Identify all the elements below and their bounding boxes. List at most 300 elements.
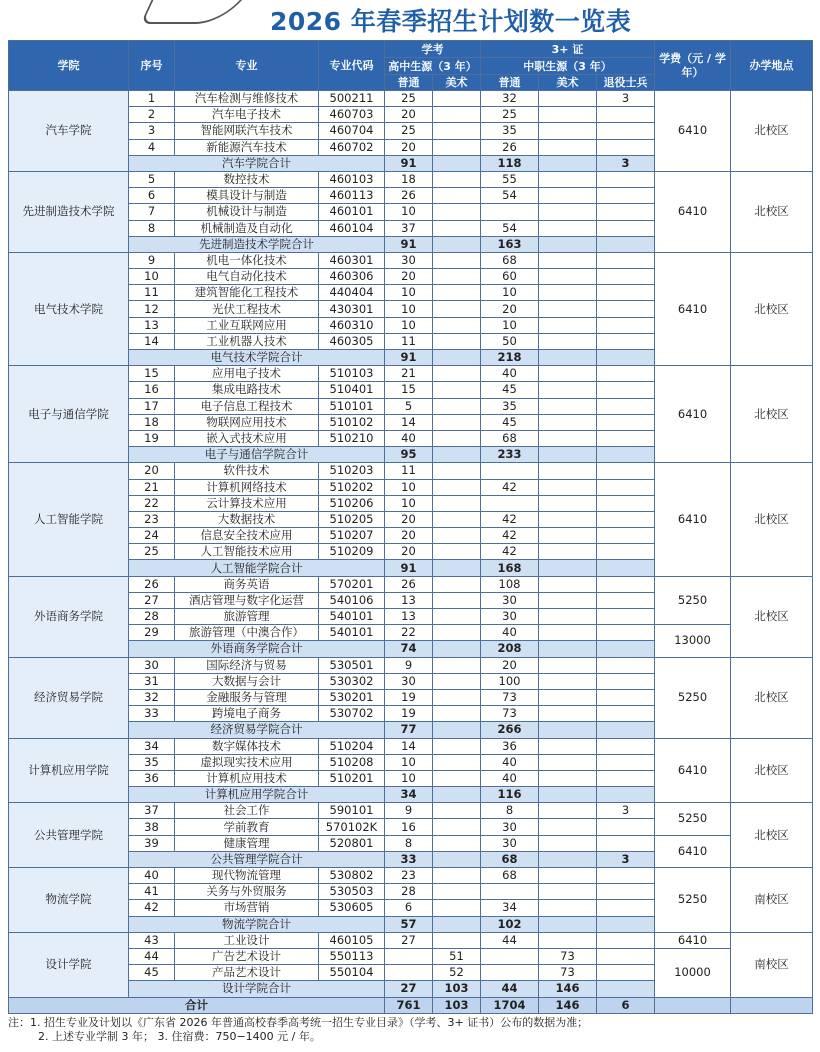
hs-putong-count: 8	[385, 835, 433, 851]
major-seq: 4	[129, 139, 175, 155]
subtotal-zz-putong: 68	[481, 851, 539, 867]
zz-putong-count: 68	[481, 430, 539, 446]
zz-putong-count: 42	[481, 511, 539, 527]
tuiyi-count	[597, 754, 655, 770]
major-name: 金融服务与管理	[175, 689, 319, 705]
zz-meishu-count	[539, 301, 597, 317]
subtotal-tuiyi	[597, 916, 655, 932]
tuiyi-count	[597, 123, 655, 139]
campus-location: 北校区	[731, 171, 813, 252]
major-seq: 9	[129, 252, 175, 268]
header-fee: 学费（元 / 学年）	[655, 41, 731, 91]
subtotal-hs-putong: 91	[385, 236, 433, 252]
zz-meishu-count	[539, 398, 597, 414]
subtotal-tuiyi	[597, 236, 655, 252]
major-seq: 28	[129, 609, 175, 625]
major-name: 汽车检测与维修技术	[175, 91, 319, 107]
hs-putong-count: 22	[385, 625, 433, 641]
campus-location: 北校区	[731, 366, 813, 463]
major-name: 智能网联汽车技术	[175, 123, 319, 139]
hs-putong-count: 10	[385, 204, 433, 220]
hs-meishu-count	[433, 528, 481, 544]
major-seq: 11	[129, 285, 175, 301]
college-name: 先进制造技术学院	[9, 171, 129, 252]
major-code: 530302	[319, 673, 385, 689]
zz-putong-count: 73	[481, 706, 539, 722]
header-location: 办学地点	[731, 41, 813, 91]
zz-meishu-count	[539, 317, 597, 333]
total-tuiyi: 6	[597, 997, 655, 1013]
major-seq: 30	[129, 657, 175, 673]
major-seq: 20	[129, 463, 175, 479]
hs-meishu-count	[433, 511, 481, 527]
zz-putong-count: 42	[481, 528, 539, 544]
major-name: 汽车电子技术	[175, 107, 319, 123]
major-code: 460310	[319, 317, 385, 333]
table-row	[9, 171, 813, 187]
hs-meishu-count	[433, 333, 481, 349]
major-code: 510401	[319, 382, 385, 398]
college-name: 经济贸易学院	[9, 657, 129, 738]
subtotal-hs-putong: 77	[385, 722, 433, 738]
major-code: 540101	[319, 609, 385, 625]
subtotal-zz-putong: 163	[481, 236, 539, 252]
zz-putong-count: 40	[481, 770, 539, 786]
header-hs-putong: 普通	[385, 75, 433, 91]
zz-meishu-count	[539, 803, 597, 819]
major-name: 健康管理	[175, 835, 319, 851]
major-code: 510102	[319, 414, 385, 430]
subtotal-zz-putong: 233	[481, 447, 539, 463]
table-row	[9, 366, 813, 382]
major-code: 540106	[319, 592, 385, 608]
hs-meishu-count	[433, 382, 481, 398]
zz-meishu-count	[539, 91, 597, 107]
tuiyi-count	[597, 738, 655, 754]
campus-location: 北校区	[731, 738, 813, 803]
hs-putong-count: 30	[385, 673, 433, 689]
tuiyi-count	[597, 625, 655, 641]
major-seq: 40	[129, 868, 175, 884]
hs-putong-count	[385, 965, 433, 981]
major-code: 460704	[319, 123, 385, 139]
zz-meishu-count	[539, 706, 597, 722]
subtotal-zz-putong: 116	[481, 787, 539, 803]
enrollment-plan-table	[8, 40, 813, 1014]
table-row	[9, 835, 813, 851]
zz-putong-count	[481, 965, 539, 981]
zz-meishu-count	[539, 835, 597, 851]
table-row	[9, 803, 813, 819]
subtotal-hs-putong: 91	[385, 350, 433, 366]
major-name: 旅游管理	[175, 609, 319, 625]
major-seq: 21	[129, 479, 175, 495]
subtotal-hs-putong: 91	[385, 155, 433, 171]
subtotal-hs-meishu: 103	[433, 981, 481, 997]
major-name: 云计算技术应用	[175, 495, 319, 511]
hs-putong-count: 10	[385, 317, 433, 333]
zz-putong-count: 10	[481, 285, 539, 301]
hs-meishu-count: 52	[433, 965, 481, 981]
zz-putong-count	[481, 948, 539, 964]
zz-meishu-count	[539, 188, 597, 204]
hs-meishu-count	[433, 576, 481, 592]
total-zz-putong: 1704	[481, 997, 539, 1013]
hs-meishu-count	[433, 835, 481, 851]
tuiyi-count	[597, 948, 655, 964]
subtotal-zz-meishu: 146	[539, 981, 597, 997]
subtotal-tuiyi	[597, 787, 655, 803]
hs-putong-count: 27	[385, 932, 433, 948]
college-name: 计算机应用学院	[9, 738, 129, 803]
zz-putong-count: 50	[481, 333, 539, 349]
major-code: 520801	[319, 835, 385, 851]
subtotal-zz-meishu	[539, 851, 597, 867]
campus-location: 南校区	[731, 932, 813, 997]
hs-putong-count: 20	[385, 544, 433, 560]
major-code: 570102K	[319, 819, 385, 835]
major-code: 510101	[319, 398, 385, 414]
table-row	[9, 738, 813, 754]
zz-meishu-count	[539, 333, 597, 349]
zz-meishu-count: 73	[539, 948, 597, 964]
hs-meishu-count	[433, 932, 481, 948]
major-seq: 39	[129, 835, 175, 851]
table-row	[9, 463, 813, 479]
major-seq: 41	[129, 884, 175, 900]
hs-putong-count: 20	[385, 139, 433, 155]
tuiyi-count	[597, 139, 655, 155]
zz-putong-count: 34	[481, 900, 539, 916]
zz-meishu-count	[539, 139, 597, 155]
zz-putong-count: 60	[481, 269, 539, 285]
campus-location: 北校区	[731, 463, 813, 576]
zz-meishu-count	[539, 592, 597, 608]
major-seq: 27	[129, 592, 175, 608]
notes	[8, 1016, 798, 1044]
hs-meishu-count	[433, 285, 481, 301]
hs-meishu-count	[433, 819, 481, 835]
hs-meishu-count	[433, 269, 481, 285]
college-name: 外语商务学院	[9, 576, 129, 657]
subtotal-zz-putong: 266	[481, 722, 539, 738]
zz-meishu-count	[539, 884, 597, 900]
college-name: 物流学院	[9, 868, 129, 933]
major-seq: 23	[129, 511, 175, 527]
zz-meishu-count	[539, 107, 597, 123]
zz-putong-count: 68	[481, 868, 539, 884]
tuition-fee: 6410	[655, 738, 731, 803]
major-name: 酒店管理与数字化运营	[175, 592, 319, 608]
major-code: 460703	[319, 107, 385, 123]
major-code: 460101	[319, 204, 385, 220]
zz-putong-count: 35	[481, 123, 539, 139]
header-code: 专业代码	[319, 41, 385, 91]
hs-putong-count: 6	[385, 900, 433, 916]
hs-meishu-count	[433, 366, 481, 382]
hs-putong-count: 10	[385, 301, 433, 317]
zz-putong-count	[481, 204, 539, 220]
subtotal-label: 电子与通信学院合计	[129, 447, 385, 463]
major-seq: 29	[129, 625, 175, 641]
major-seq: 24	[129, 528, 175, 544]
major-name: 机电一体化技术	[175, 252, 319, 268]
major-seq: 25	[129, 544, 175, 560]
header-tuiyi: 退役士兵	[597, 75, 655, 91]
zz-meishu-count	[539, 576, 597, 592]
zz-putong-count: 25	[481, 107, 539, 123]
tuiyi-count	[597, 366, 655, 382]
tuition-fee: 6410	[655, 252, 731, 365]
subtotal-hs-putong: 74	[385, 641, 433, 657]
major-code: 460104	[319, 220, 385, 236]
subtotal-label: 物流学院合计	[129, 916, 385, 932]
major-name: 新能源汽车技术	[175, 139, 319, 155]
major-name: 模具设计与制造	[175, 188, 319, 204]
major-name: 数字媒体技术	[175, 738, 319, 754]
major-code: 530605	[319, 900, 385, 916]
zz-meishu-count	[539, 252, 597, 268]
hs-meishu-count	[433, 592, 481, 608]
hs-putong-count: 16	[385, 819, 433, 835]
major-seq: 5	[129, 171, 175, 187]
hs-putong-count: 19	[385, 689, 433, 705]
zz-meishu-count: 73	[539, 965, 597, 981]
subtotal-zz-putong: 102	[481, 916, 539, 932]
tuition-fee: 13000	[655, 625, 731, 657]
tuiyi-count	[597, 657, 655, 673]
subtotal-tuiyi	[597, 981, 655, 997]
zz-putong-count: 32	[481, 91, 539, 107]
subtotal-tuiyi	[597, 722, 655, 738]
hs-meishu-count	[433, 220, 481, 236]
major-seq: 13	[129, 317, 175, 333]
major-seq: 45	[129, 965, 175, 981]
tuiyi-count	[597, 770, 655, 786]
subtotal-label: 公共管理学院合计	[129, 851, 385, 867]
zz-putong-count: 30	[481, 819, 539, 835]
zz-meishu-count	[539, 269, 597, 285]
zz-meishu-count	[539, 689, 597, 705]
hs-meishu-count	[433, 673, 481, 689]
subtotal-zz-putong: 118	[481, 155, 539, 171]
campus-location: 北校区	[731, 657, 813, 738]
table-row	[9, 576, 813, 592]
subtotal-tuiyi	[597, 641, 655, 657]
hs-putong-count: 20	[385, 269, 433, 285]
page-header	[0, 0, 820, 40]
major-name: 国际经济与贸易	[175, 657, 319, 673]
major-seq: 36	[129, 770, 175, 786]
major-code: 510210	[319, 430, 385, 446]
tuiyi-count	[597, 511, 655, 527]
major-code: 510208	[319, 754, 385, 770]
major-seq: 43	[129, 932, 175, 948]
zz-meishu-count	[539, 770, 597, 786]
header-major: 专业	[175, 41, 319, 91]
major-name: 人工智能技术应用	[175, 544, 319, 560]
major-seq: 2	[129, 107, 175, 123]
tuiyi-count	[597, 835, 655, 851]
tuiyi-count	[597, 544, 655, 560]
major-seq: 1	[129, 91, 175, 107]
zz-putong-count: 68	[481, 252, 539, 268]
zz-putong-count: 45	[481, 414, 539, 430]
hs-meishu-count	[433, 398, 481, 414]
tuiyi-count	[597, 900, 655, 916]
hs-meishu-count	[433, 738, 481, 754]
tuiyi-count	[597, 333, 655, 349]
college-name: 公共管理学院	[9, 803, 129, 868]
campus-location: 北校区	[731, 91, 813, 172]
hs-putong-count: 9	[385, 657, 433, 673]
major-seq: 34	[129, 738, 175, 754]
subtotal-hs-meishu	[433, 851, 481, 867]
hs-putong-count: 11	[385, 463, 433, 479]
tuition-fee: 10000	[655, 948, 731, 997]
hs-meishu-count: 51	[433, 948, 481, 964]
campus-location: 北校区	[731, 576, 813, 657]
major-code: 510103	[319, 366, 385, 382]
table-row	[9, 948, 813, 964]
hs-putong-count: 37	[385, 220, 433, 236]
hs-meishu-count	[433, 414, 481, 430]
hs-meishu-count	[433, 868, 481, 884]
header-college: 学院	[9, 41, 129, 91]
hs-putong-count: 25	[385, 91, 433, 107]
major-code: 530702	[319, 706, 385, 722]
major-name: 物联网应用技术	[175, 414, 319, 430]
zz-meishu-count	[539, 495, 597, 511]
header-seq: 序号	[129, 41, 175, 91]
hs-meishu-count	[433, 884, 481, 900]
zz-putong-count: 26	[481, 139, 539, 155]
zz-meishu-count	[539, 868, 597, 884]
hs-meishu-count	[433, 301, 481, 317]
major-code: 530802	[319, 868, 385, 884]
major-name: 学前教育	[175, 819, 319, 835]
total-zz-meishu: 146	[539, 997, 597, 1013]
zz-putong-count: 42	[481, 544, 539, 560]
major-code: 510201	[319, 770, 385, 786]
hs-meishu-count	[433, 495, 481, 511]
hs-putong-count: 40	[385, 430, 433, 446]
major-name: 建筑智能化工程技术	[175, 285, 319, 301]
tuiyi-count	[597, 965, 655, 981]
major-name: 软件技术	[175, 463, 319, 479]
note-line-1: 注：1. 招生专业及计划以《广东省 2026 年普通高校春季高考统一招生专业目录》（学考、3+ 证书）公布的数据为准；	[8, 1016, 589, 1029]
subtotal-hs-meishu	[433, 916, 481, 932]
subtotal-hs-meishu	[433, 155, 481, 171]
major-seq: 12	[129, 301, 175, 317]
zz-meishu-count	[539, 819, 597, 835]
hs-putong-count: 10	[385, 754, 433, 770]
hs-putong-count: 20	[385, 511, 433, 527]
hs-meishu-count	[433, 609, 481, 625]
major-seq: 38	[129, 819, 175, 835]
campus-location: 北校区	[731, 803, 813, 868]
zz-putong-count: 100	[481, 673, 539, 689]
subtotal-label: 设计学院合计	[129, 981, 385, 997]
zz-meishu-count	[539, 754, 597, 770]
zz-meishu-count	[539, 414, 597, 430]
subtotal-tuiyi: 3	[597, 851, 655, 867]
zz-meishu-count	[539, 285, 597, 301]
subtotal-tuiyi: 3	[597, 155, 655, 171]
major-seq: 42	[129, 900, 175, 916]
hs-meishu-count	[433, 754, 481, 770]
subtotal-zz-meishu	[539, 722, 597, 738]
major-code: 510202	[319, 479, 385, 495]
major-name: 光伏工程技术	[175, 301, 319, 317]
major-name: 嵌入式技术应用	[175, 430, 319, 446]
major-name: 机械设计与制造	[175, 204, 319, 220]
major-seq: 14	[129, 333, 175, 349]
tuiyi-count	[597, 269, 655, 285]
header-sanjia: 3+ 证	[481, 41, 655, 58]
subtotal-zz-meishu	[539, 350, 597, 366]
major-code: 550104	[319, 965, 385, 981]
tuiyi-count	[597, 285, 655, 301]
hs-putong-count: 10	[385, 770, 433, 786]
major-seq: 22	[129, 495, 175, 511]
tuiyi-count	[597, 932, 655, 948]
hs-putong-count: 21	[385, 366, 433, 382]
zz-putong-count: 44	[481, 932, 539, 948]
subtotal-hs-meishu	[433, 350, 481, 366]
hs-putong-count: 15	[385, 382, 433, 398]
zz-meishu-count	[539, 382, 597, 398]
decorative-curve	[140, 0, 254, 24]
tuiyi-count	[597, 430, 655, 446]
tuiyi-count	[597, 528, 655, 544]
tuiyi-count	[597, 317, 655, 333]
hs-meishu-count	[433, 657, 481, 673]
zz-putong-count: 30	[481, 609, 539, 625]
zz-meishu-count	[539, 366, 597, 382]
header-zz-meishu: 美术	[539, 75, 597, 91]
hs-meishu-count	[433, 770, 481, 786]
hs-putong-count: 20	[385, 107, 433, 123]
total-label: 合计	[9, 997, 385, 1013]
zz-meishu-count	[539, 204, 597, 220]
major-name: 信息安全技术应用	[175, 528, 319, 544]
major-name: 商务英语	[175, 576, 319, 592]
college-name: 人工智能学院	[9, 463, 129, 576]
zz-putong-count: 73	[481, 689, 539, 705]
hs-meishu-count	[433, 171, 481, 187]
subtotal-zz-putong: 208	[481, 641, 539, 657]
college-name: 电气技术学院	[9, 252, 129, 365]
major-seq: 44	[129, 948, 175, 964]
subtotal-zz-putong: 168	[481, 560, 539, 576]
tuiyi-count	[597, 609, 655, 625]
subtotal-hs-putong: 95	[385, 447, 433, 463]
major-name: 大数据技术	[175, 511, 319, 527]
major-seq: 32	[129, 689, 175, 705]
major-seq: 15	[129, 366, 175, 382]
major-code: 510207	[319, 528, 385, 544]
tuiyi-count	[597, 463, 655, 479]
tuiyi-count	[597, 819, 655, 835]
zz-meishu-count	[539, 544, 597, 560]
hs-meishu-count	[433, 706, 481, 722]
header-zhongzhi: 中职生源（3 年）	[481, 58, 655, 75]
hs-meishu-count	[433, 625, 481, 641]
zz-putong-count: 40	[481, 366, 539, 382]
major-code: 460702	[319, 139, 385, 155]
major-name: 工业机器人技术	[175, 333, 319, 349]
